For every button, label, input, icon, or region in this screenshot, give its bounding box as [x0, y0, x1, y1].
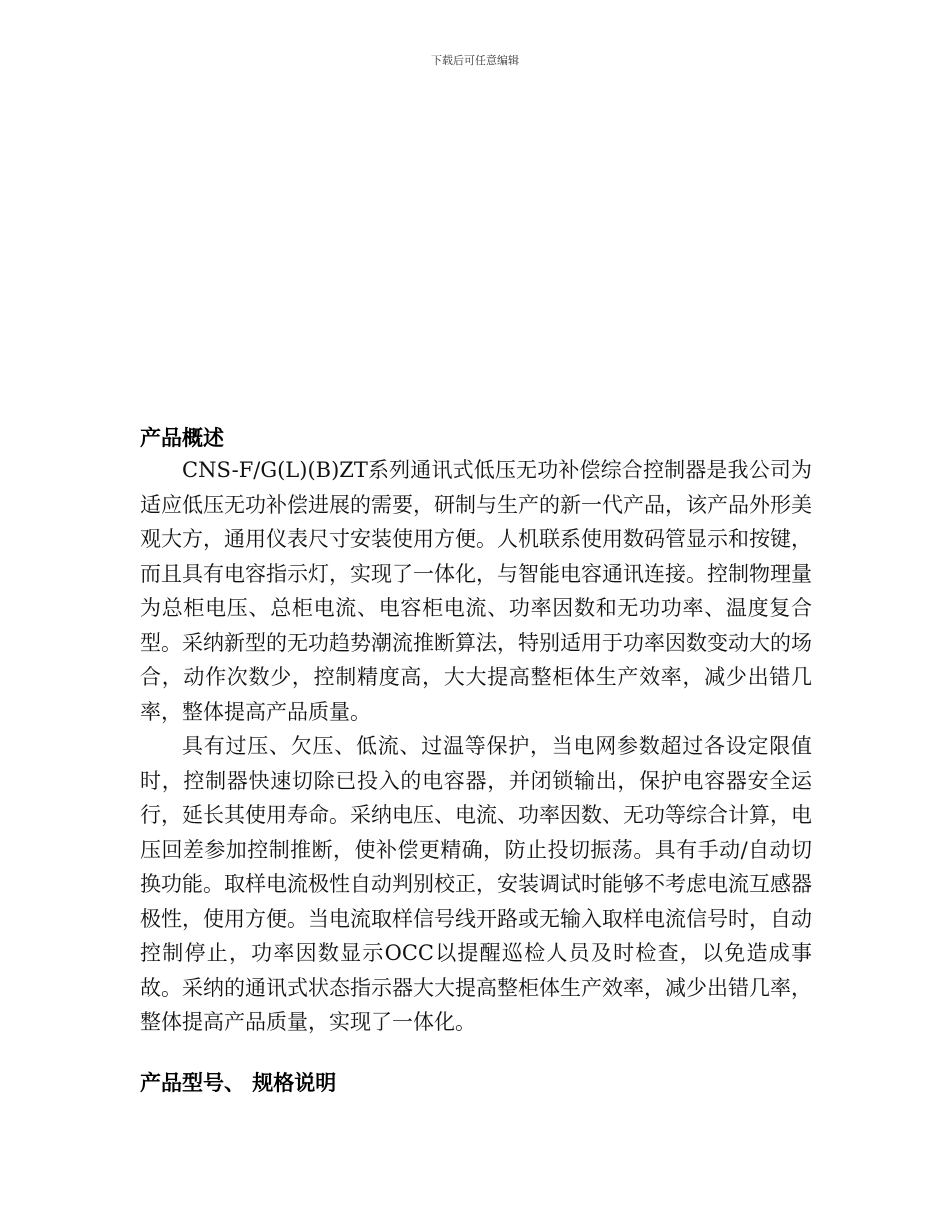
section-heading-product-overview: 产品概述	[140, 426, 224, 450]
section-heading-model-specs: 产品型号、 规格说明	[140, 1071, 337, 1095]
body-paragraph: CNS-F/G(L)(B)ZT系列通讯式低压无功补偿综合控制器是我公司为适应低压无功补偿进展的需要，研制与生产的新一代产品，该产品外形美观大方，通用仪表尺寸安装使用方便。人机联系使用数码管显示和按键，而且具有电容指示灯，实现了一体化，与智能电容通讯连接。控制物理量为总柜电压、总柜电流、电容柜电流、功率因数和无功功率、温度复合型。采纳新型的无功趋势潮流推断算法，特别适用于功率因数变动大的场合，动作次数少，控制精度高，大大提高整柜体生产效率，减少出错几率，整体提高产品质量。	[140, 458, 812, 724]
page-header: 下载后可任意编辑	[431, 54, 519, 67]
body-paragraph: 具有过压、欠压、低流、过温等保护，当电网参数超过各设定限值时，控制器快速切除已投入的电容器，并闭锁输出，保护电容器安全运行，延长其使用寿命。采纳电压、电流、功率因数、无功等综合计算，电压回差参加控制推断，使补偿更精确，防止投切振荡。具有手动/自动切换功能。取样电流极性自动判别校正，安装调试时能够不考虑电流互感器极性，使用方便。当电流取样信号线开路或无输入取样电流信号时，自动控制停止，功率因数显示OCC以提醒巡检人员及时检查，以免造成事故。采纳的通讯式状态指示器大大提高整柜体生产效率，减少出错几率，整体提高产品质量，实现了一体化。	[140, 734, 812, 1034]
